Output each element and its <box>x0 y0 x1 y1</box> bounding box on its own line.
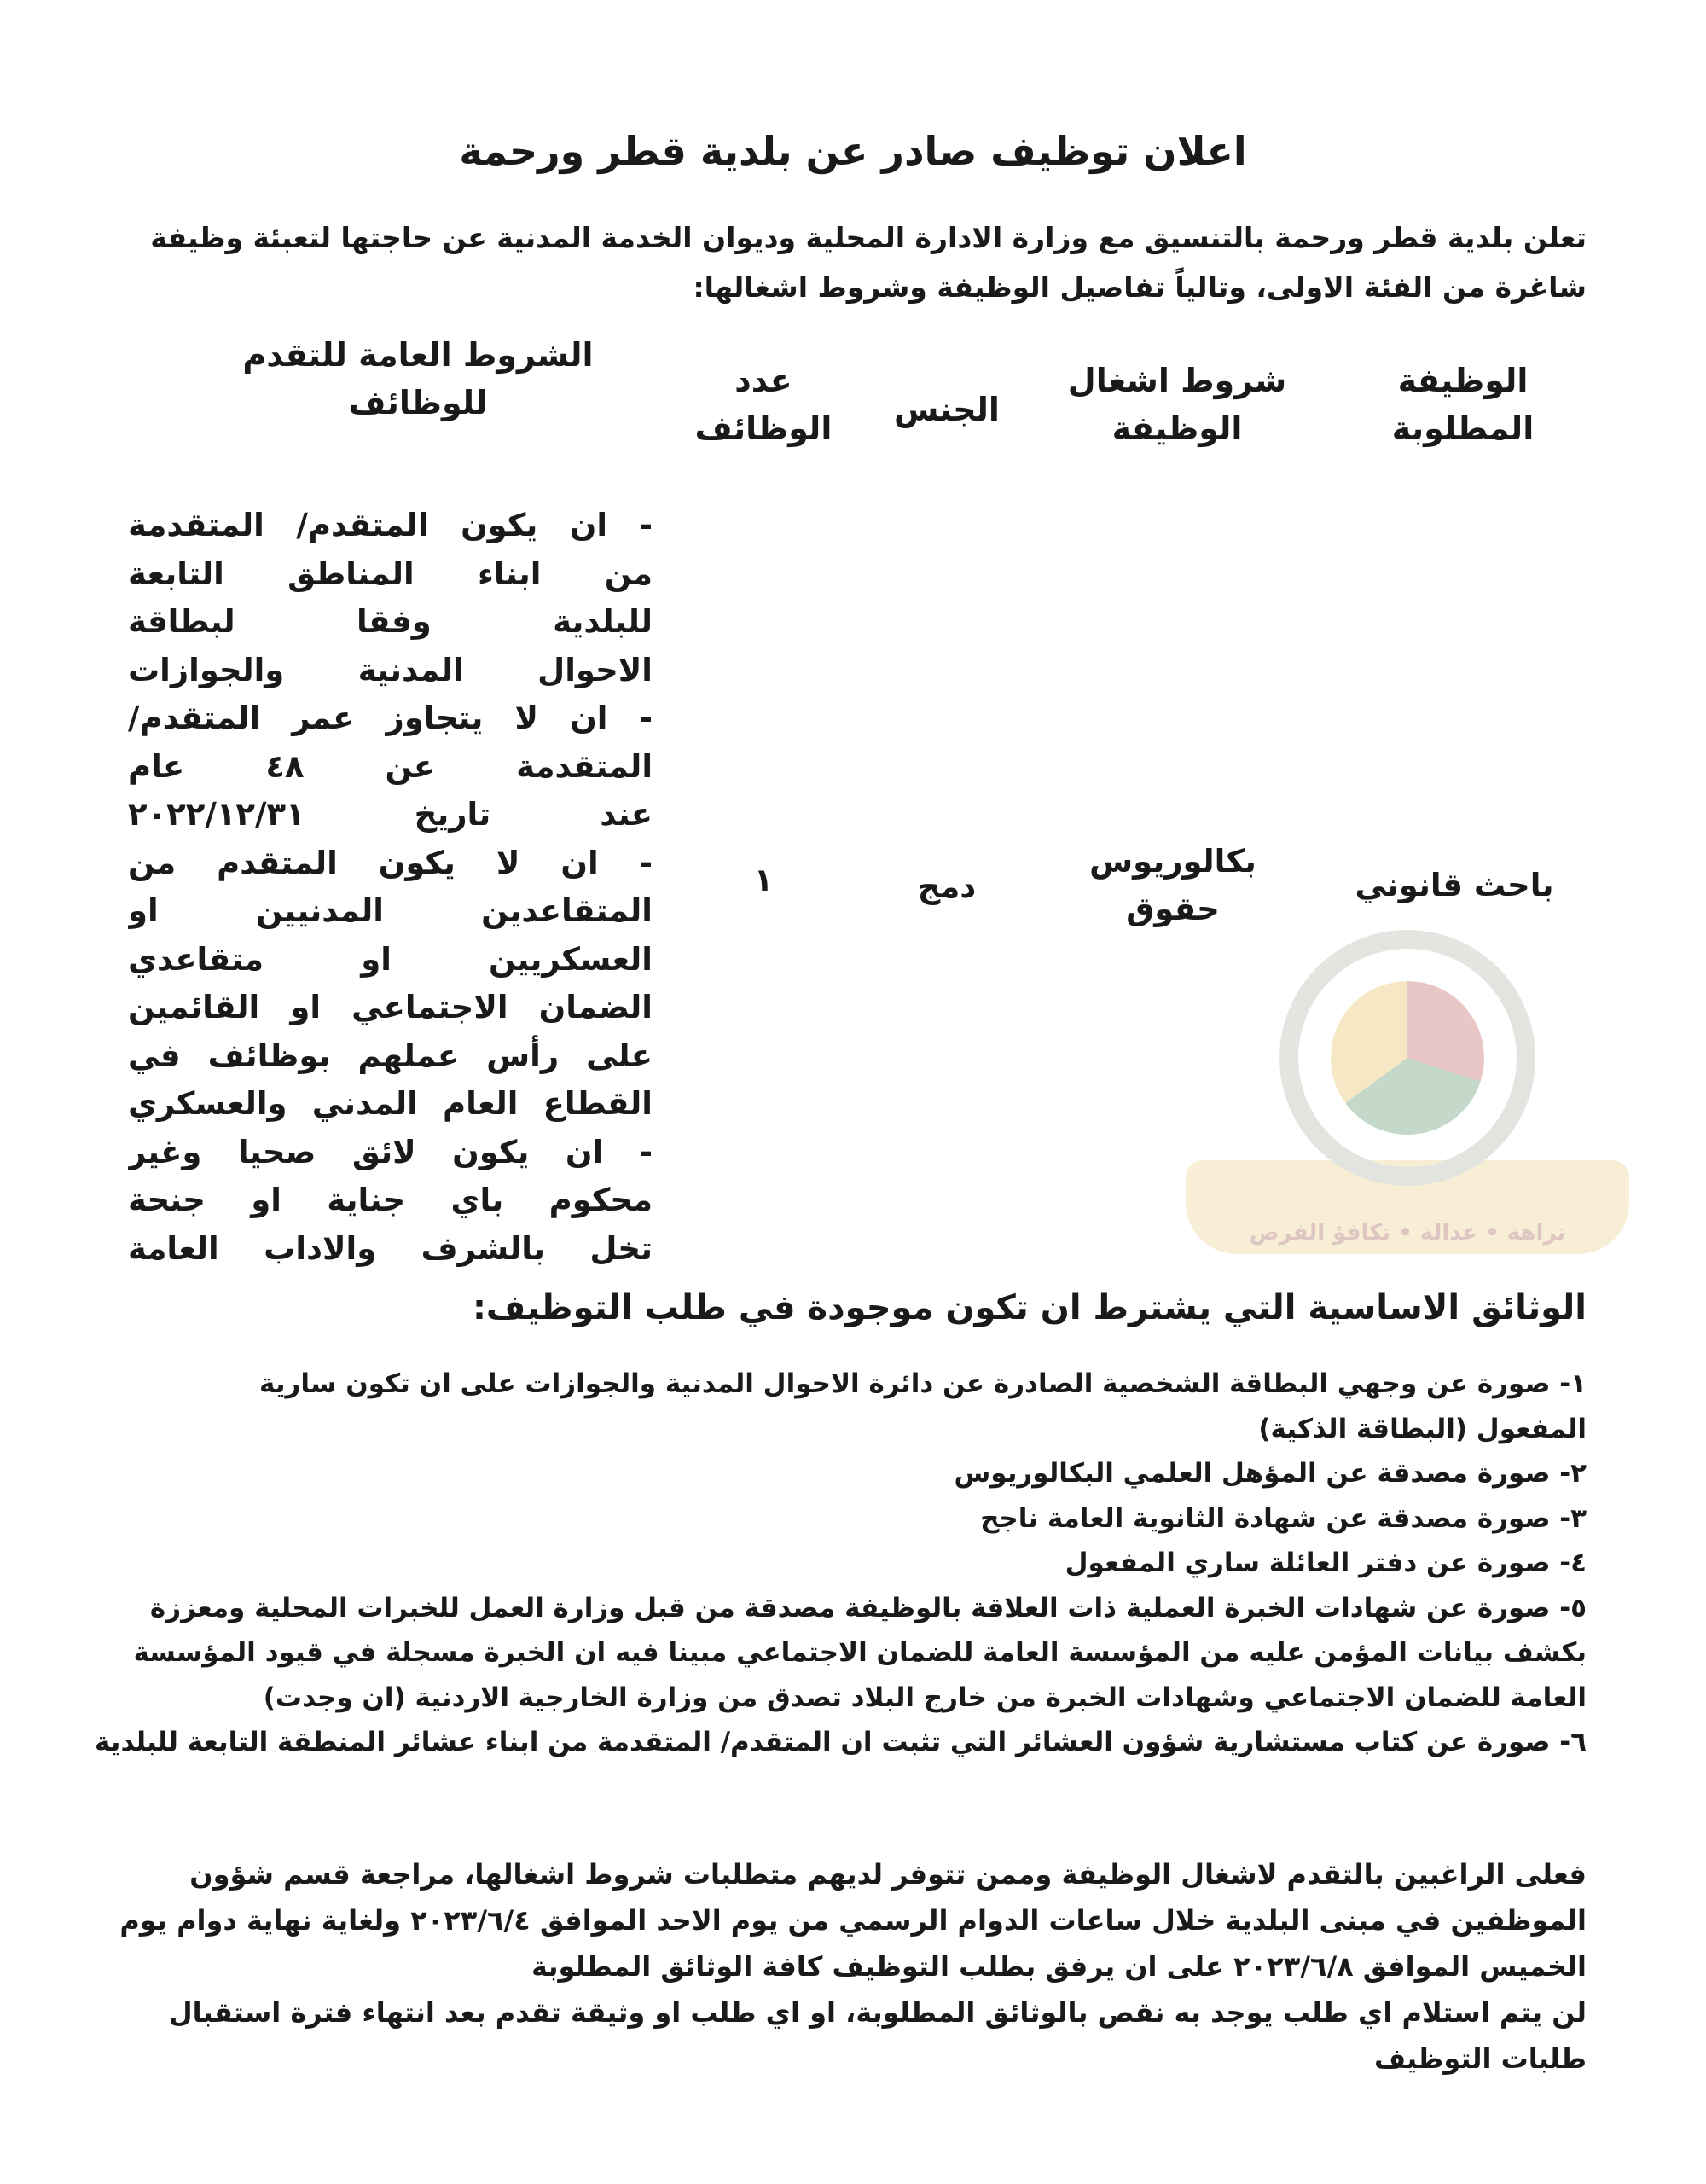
condition-line: عند تاريخ ٢٠٢٢/١٢/٣١ <box>128 796 653 833</box>
cell-requirements: بكالوريوس حقوق <box>1089 843 1256 927</box>
condition-line: على رأس عملهم بوظائف في <box>128 1037 653 1074</box>
condition-line: محكوم باي جناية او جنحة <box>128 1182 653 1218</box>
condition-line: الاحوال المدنية والجوازات <box>128 651 653 688</box>
document-item: ٣- صورة مصدقة عن شهادة الثانوية العامة ناجح <box>980 1502 1587 1534</box>
document-item: ٥- صورة عن شهادات الخبرة العملية ذات العلاقة بالوظيفة مصدقة من قبل وزارة العمل للخبرات المحلية ومعززة <box>149 1592 1587 1623</box>
closing-line: الخميس الموافق ٢٠٢٣/٦/٨ على ان يرفق بطلب التوظيف كافة الوثائق المطلوبة <box>531 1950 1587 1983</box>
cell-gender: دمج <box>917 868 977 905</box>
document-item: ٤- صورة عن دفتر العائلة ساري المفعول <box>1065 1548 1587 1578</box>
closing-paragraph <box>107 1851 1587 2082</box>
cell-job: باحث قانوني <box>1355 867 1554 903</box>
condition-line: العسكريين او متقاعدي <box>128 940 653 978</box>
header-count: عدد الوظائف <box>694 362 833 447</box>
documents-list <box>95 1362 1587 1765</box>
condition-line: المتقدمة عن ٤٨ عام <box>128 747 653 785</box>
intro-paragraph: تعلن بلدية قطر ورحمة بالتنسيق مع وزارة الادارة المحلية وديوان الخدمة المدنية عن حاجتها لتعبئة وظيفة شاغرة من الفئة الاولى، وتالياً تفاصيل الوظيفة وشروط اشغالها: <box>150 221 1587 304</box>
document-item: ٢- صورة مصدقة عن المؤهل العلمي البكالوريوس <box>954 1458 1587 1489</box>
condition-line: تخل بالشرف والاداب العامة <box>128 1229 653 1267</box>
condition-line: - ان لا يتجاوز عمر المتقدم/ <box>128 700 653 736</box>
watermark-slogan: نزاهة • عدالة • تكافؤ الفرص <box>1249 1220 1566 1246</box>
jordan-map-icon <box>1331 981 1484 1135</box>
general-conditions-list <box>128 502 653 1273</box>
civil-service-watermark <box>1186 930 1629 1339</box>
cell-count: ١ <box>753 862 774 898</box>
closing-line: الموظفين في مبنى البلدية خلال ساعات الدوام الرسمي من يوم الاحد الموافق ٢٠٢٣/٦/٤ ولغاية نهاية دوام يوم <box>119 1904 1587 1937</box>
header-conditions: الشروط العامة للتقدم للوظائف <box>242 336 594 421</box>
condition-line: - ان يكون لائق صحيا وغير <box>128 1133 653 1170</box>
header-gender: الجنس <box>894 391 1000 428</box>
document-item: بكشف بيانات المؤمن عليه من المؤسسة العامة للضمان الاجتماعي مبينا فيه ان الخبرة مسجلة في قيود المؤسسة <box>133 1637 1587 1668</box>
document-item: المفعول (البطاقة الذكية) <box>1258 1413 1587 1444</box>
condition-line: - ان لا يكون المتقدم من <box>128 844 653 881</box>
closing-line: فعلى الراغبين بالتقدم لاشغال الوظيفة وممن تتوفر لديهم متطلبات شروط اشغالها، مراجعة قسم شؤون <box>189 1858 1587 1891</box>
header-job: الوظيفة المطلوبة <box>1391 362 1535 447</box>
condition-line: من ابناء المناطق التابعة <box>128 555 653 592</box>
condition-line: القطاع العام المدني والعسكري <box>128 1085 653 1122</box>
header-requirements: شروط اشغال الوظيفة <box>1067 362 1287 447</box>
documents-title: الوثائق الاساسية التي يشترط ان تكون موجودة في طلب التوظيف: <box>472 1288 1587 1327</box>
condition-line: المتقاعدين المدنيين او <box>128 892 653 929</box>
document-item: العامة للضمان الاجتماعي وشهادات الخبرة من خارج البلاد تصدق من وزارة الخارجية الاردنية (ان وجدت) <box>263 1682 1587 1713</box>
condition-line: - ان يكون المتقدم/ المتقدمة <box>128 507 653 543</box>
page-title: اعلان توظيف صادر عن بلدية قطر ورحمة <box>459 128 1247 174</box>
condition-line: للبلدية وفقا لبطاقة <box>128 603 653 640</box>
document-item: ١- صورة عن وجهي البطاقة الشخصية الصادرة عن دائرة الاحوال المدنية والجوازات على ان تكون سارية <box>259 1368 1587 1399</box>
closing-line: لن يتم استلام اي طلب يوجد به نقص بالوثائق المطلوبة، او اي طلب او وثيقة تقدم بعد انتهاء فترة استقبال <box>168 1996 1587 2029</box>
document-item: ٦- صورة عن كتاب مستشارية شؤون العشائر التي تثبت ان المتقدم/ المتقدمة من ابناء عشائر المنطقة التابعة للبلدية <box>95 1727 1587 1757</box>
condition-line: الضمان الاجتماعي او القائمين <box>128 989 653 1025</box>
closing-line: طلبات التوظيف <box>1374 2042 1587 2075</box>
